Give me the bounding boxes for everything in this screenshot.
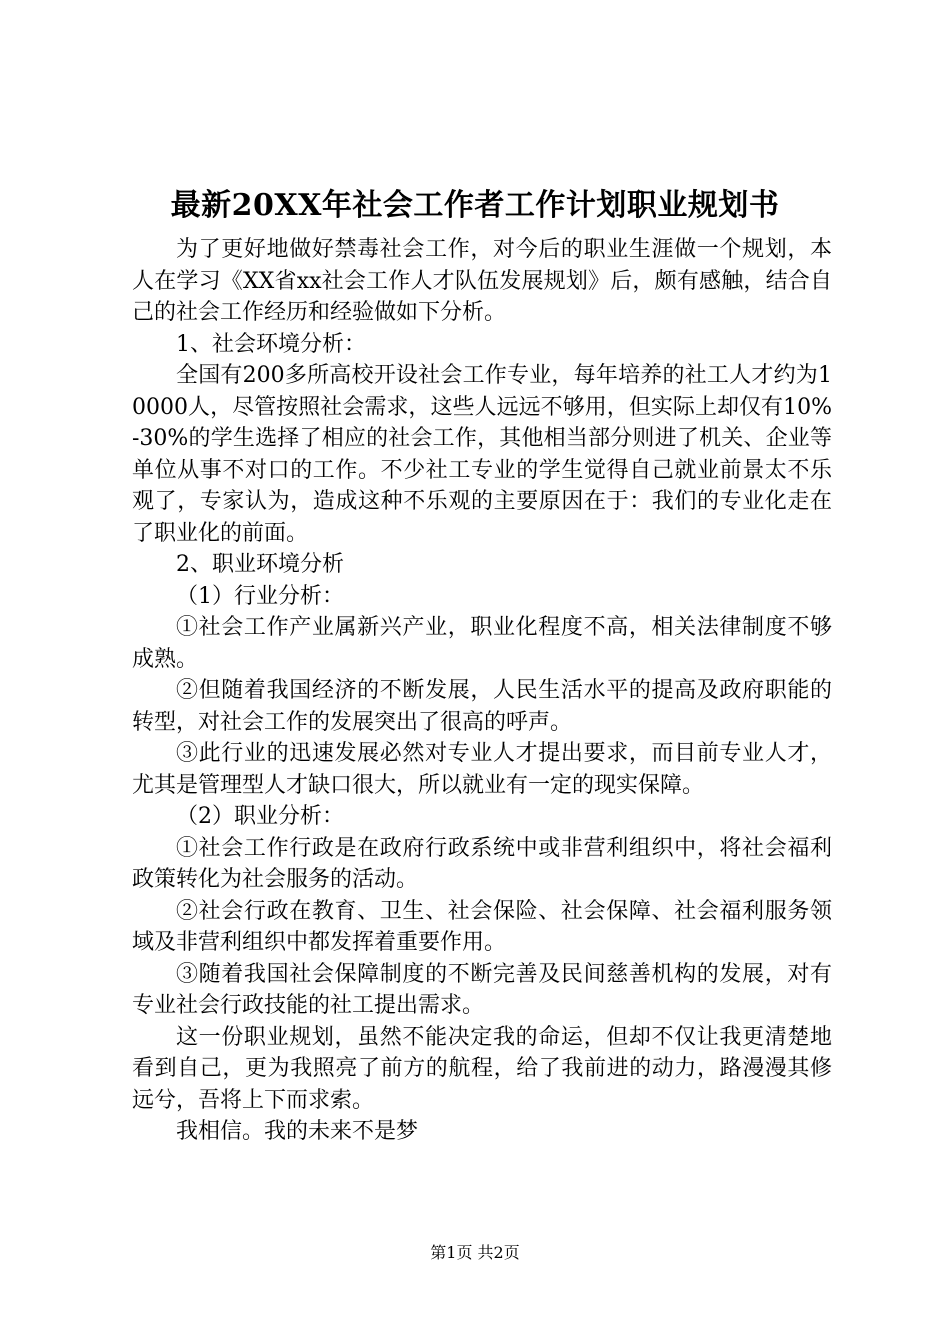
industry-point-1: ①社会工作产业属新兴产业，职业化程度不高，相关法律制度不够成熟。 (132, 615, 832, 672)
industry-point-3: ③此行业的迅速发展必然对专业人才提出要求，而目前专业人才，尤其是管理型人才缺口很大，所以就业有一定的现实保障。 (132, 741, 832, 798)
section-heading-career-environment: 2、职业环境分析 (176, 552, 344, 577)
closing-line: 我相信。我的未来不是梦 (176, 1119, 419, 1144)
social-environment-paragraph: 全国有200多所高校开设社会工作专业，每年培养的社工人才约为10000人，尽管按照社会需求，这些人远远不够用，但实际上却仅有10%-30%的学生选择了相应的社会工作，其他相当部分则进了机关、企业等单位从事不对口的工作。不少社工专业的学生觉得自己就业前景太不乐观了，专家认为，造成这种不乐观的主要原因在于：我们的专业化走在了职业化的前面。 (132, 363, 832, 546)
page-number-footer: 第1页 共2页 (430, 1243, 520, 1262)
subheading-industry-analysis: （1）行业分析： (176, 583, 344, 609)
intro-paragraph: 为了更好地做好禁毒社会工作，对今后的职业生涯做一个规划，本人在学习《XX省xx社会工作人才队伍发展规划》后，颇有感触，结合自己的社会工作经历和经验做如下分析。 (132, 237, 832, 325)
document-body (132, 234, 832, 1148)
subheading-occupation-analysis: （2）职业分析： (176, 804, 344, 829)
occupation-point-2: ②社会行政在教育、卫生、社会保险、社会保障、社会福利服务领域及非营利组织中都发挥着重要作用。 (132, 898, 832, 955)
occupation-point-3: ③随着我国社会保障制度的不断完善及民间慈善机构的发展，对有专业社会行政技能的社工提出需求。 (132, 961, 832, 1018)
page-title: 最新20XX年社会工作者工作计划职业规划书 (170, 188, 780, 223)
occupation-point-1: ①社会工作行政是在政府行政系统中或非营利组织中，将社会福利政策转化为社会服务的活动。 (132, 835, 832, 892)
industry-point-2: ②但随着我国经济的不断发展，人民生活水平的提高及政府职能的转型，对社会工作的发展突出了很高的呼声。 (132, 678, 832, 735)
section-heading-social-environment: 1、社会环境分析： (176, 331, 366, 357)
conclusion-paragraph: 这一份职业规划，虽然不能决定我的命运，但却不仅让我更清楚地看到自己，更为我照亮了前方的航程，给了我前进的动力，路漫漫其修远兮，吾将上下而求索。 (132, 1024, 832, 1113)
